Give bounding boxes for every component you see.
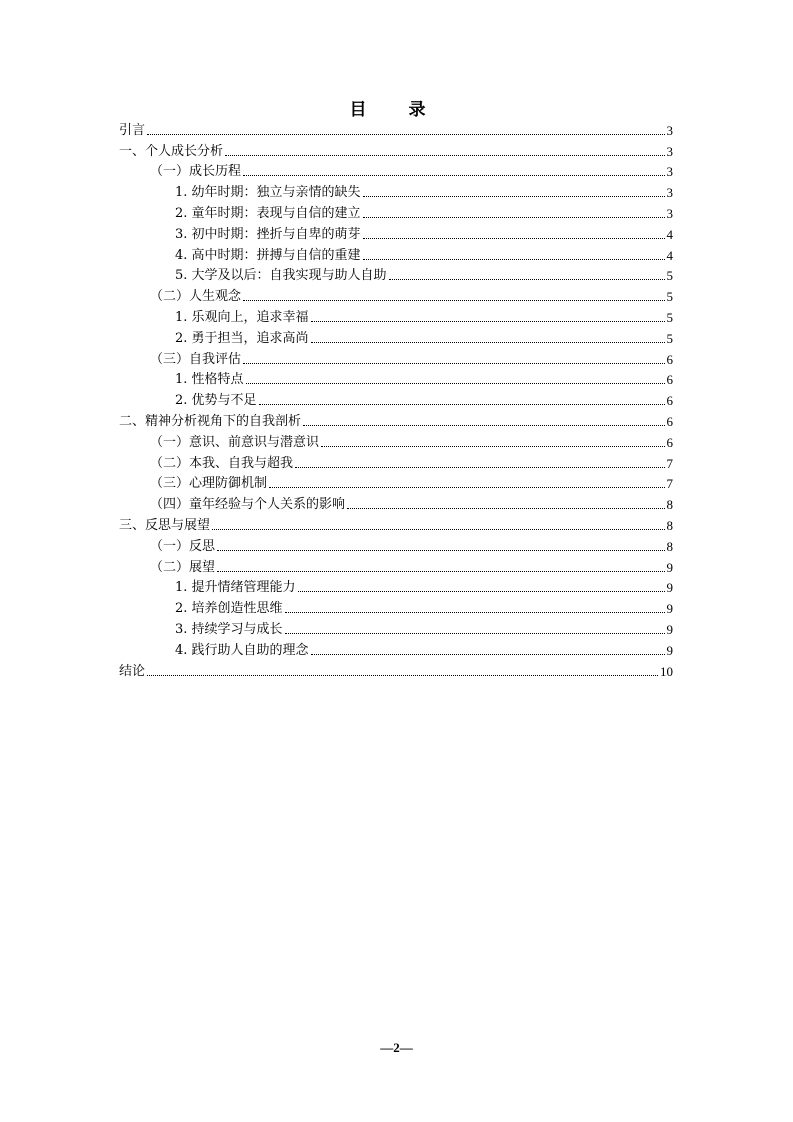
toc-leader-dots bbox=[147, 134, 664, 135]
toc-entry[interactable] bbox=[119, 596, 673, 617]
toc-entry-page: 9 bbox=[666, 642, 673, 658]
toc-entry-page: 4 bbox=[666, 247, 673, 263]
toc-leader-dots bbox=[311, 342, 665, 343]
toc-entry-label: 一、个人成长分析 bbox=[119, 143, 224, 159]
toc-leader-dots bbox=[298, 591, 665, 592]
toc-entry-label: （四）童年经验与个人关系的影响 bbox=[150, 497, 346, 513]
toc-leader-dots bbox=[363, 196, 665, 197]
toc-leader-dots bbox=[311, 321, 665, 322]
toc-entry-page: 8 bbox=[666, 517, 673, 533]
toc-entry[interactable] bbox=[119, 222, 673, 243]
toc-entry[interactable] bbox=[119, 513, 673, 534]
toc-entry[interactable] bbox=[119, 201, 673, 222]
toc-entry-label: （一）意识、前意识与潜意识 bbox=[150, 434, 320, 450]
toc-entry-page: 6 bbox=[666, 393, 673, 409]
toc-leader-dots bbox=[225, 155, 664, 156]
toc-leader-dots bbox=[246, 383, 665, 384]
toc-entry[interactable] bbox=[119, 160, 673, 181]
toc-entry-label: 结论 bbox=[119, 663, 146, 679]
toc-entry[interactable] bbox=[119, 409, 673, 430]
toc-entry-label: （二）展望 bbox=[150, 559, 216, 575]
toc-entry-label: 二、精神分析视角下的自我剖析 bbox=[119, 413, 302, 429]
toc-entry-label: 2. 优势与不足 bbox=[175, 393, 257, 409]
toc-entry-page: 3 bbox=[666, 164, 673, 180]
toc-entry[interactable] bbox=[119, 326, 673, 347]
toc-entry[interactable] bbox=[119, 388, 673, 409]
toc-entry-page: 9 bbox=[666, 580, 673, 596]
toc-entry-page: 6 bbox=[666, 351, 673, 367]
toc-entry-page: 9 bbox=[666, 621, 673, 637]
toc-entry[interactable] bbox=[119, 243, 673, 264]
toc-entry-label: 4. 高中时期：拼搏与自信的重建 bbox=[175, 247, 361, 263]
toc-leader-dots bbox=[285, 612, 665, 613]
toc-leader-dots bbox=[243, 175, 664, 176]
toc-leader-dots bbox=[269, 487, 664, 488]
toc-entry[interactable] bbox=[119, 139, 673, 160]
toc-entry-page: 5 bbox=[666, 268, 673, 284]
toc-leader-dots bbox=[217, 550, 664, 551]
toc-leader-dots bbox=[295, 467, 664, 468]
toc-leader-dots bbox=[147, 675, 658, 676]
toc-leader-dots bbox=[389, 279, 665, 280]
toc-entry-page: 6 bbox=[666, 434, 673, 450]
toc-entry-label: （一）反思 bbox=[150, 538, 216, 554]
toc-entry-label: （一）成长历程 bbox=[150, 164, 242, 180]
toc-entry[interactable] bbox=[119, 347, 673, 368]
toc-entry-page: 7 bbox=[666, 455, 673, 471]
toc-entry-label: 3. 初中时期：挫折与自卑的萌芽 bbox=[175, 226, 361, 242]
toc-entry-label: 2. 培养创造性思维 bbox=[175, 601, 283, 617]
toc-entry[interactable] bbox=[119, 284, 673, 305]
toc-leader-dots bbox=[347, 508, 664, 509]
toc-entry-label: 1. 提升情绪管理能力 bbox=[175, 580, 296, 596]
toc-entry[interactable] bbox=[119, 492, 673, 513]
toc-entry[interactable] bbox=[119, 534, 673, 555]
toc-entry-page: 8 bbox=[666, 538, 673, 554]
toc-title: 目 录 bbox=[349, 100, 444, 120]
toc-entry-page: 9 bbox=[666, 559, 673, 575]
toc-entry[interactable] bbox=[119, 305, 673, 326]
toc-entry-page: 6 bbox=[666, 372, 673, 388]
toc-leader-dots bbox=[363, 238, 665, 239]
toc-entry-label: 3. 持续学习与成长 bbox=[175, 621, 283, 637]
toc-entry-label: 2. 童年时期：表现与自信的建立 bbox=[175, 205, 361, 221]
page-number: —2— bbox=[380, 1040, 413, 1055]
toc-entry[interactable] bbox=[119, 576, 673, 597]
toc-leader-dots bbox=[363, 259, 665, 260]
toc-entry-page: 6 bbox=[666, 413, 673, 429]
toc-entry[interactable] bbox=[119, 180, 673, 201]
toc-leader-dots bbox=[259, 404, 665, 405]
toc-entry-label: 1. 乐观向上，追求幸福 bbox=[175, 309, 309, 325]
toc-entry[interactable] bbox=[119, 118, 673, 139]
toc-entry-label: （二）人生观念 bbox=[150, 289, 242, 305]
toc-entry-label: 1. 幼年时期：独立与亲情的缺失 bbox=[175, 185, 361, 201]
toc-entry-label: （三）心理防御机制 bbox=[150, 476, 268, 492]
toc-leader-dots bbox=[311, 654, 665, 655]
toc-entry-page: 8 bbox=[666, 497, 673, 513]
toc-leader-dots bbox=[285, 633, 665, 634]
table-of-contents bbox=[119, 118, 673, 680]
toc-entry[interactable] bbox=[119, 472, 673, 493]
toc-leader-dots bbox=[217, 571, 664, 572]
toc-entry-label: 引言 bbox=[119, 122, 146, 138]
toc-entry-page: 5 bbox=[666, 309, 673, 325]
toc-entry[interactable] bbox=[119, 451, 673, 472]
toc-leader-dots bbox=[212, 529, 664, 530]
toc-entry-page: 3 bbox=[666, 185, 673, 201]
toc-entry-page: 3 bbox=[666, 143, 673, 159]
toc-entry-label: 三、反思与展望 bbox=[119, 517, 211, 533]
toc-entry[interactable] bbox=[119, 659, 673, 680]
toc-entry-label: 4. 践行助人自助的理念 bbox=[175, 642, 309, 658]
toc-entry-page: 9 bbox=[666, 601, 673, 617]
toc-leader-dots bbox=[363, 217, 665, 218]
toc-entry-page: 5 bbox=[666, 289, 673, 305]
toc-leader-dots bbox=[243, 363, 664, 364]
toc-entry-page: 10 bbox=[660, 663, 673, 679]
toc-leader-dots bbox=[321, 446, 664, 447]
toc-entry-label: 5. 大学及以后：自我实现与助人自助 bbox=[175, 268, 387, 284]
toc-entry[interactable] bbox=[119, 638, 673, 659]
toc-entry-page: 7 bbox=[666, 476, 673, 492]
toc-entry[interactable] bbox=[119, 555, 673, 576]
toc-entry[interactable] bbox=[119, 617, 673, 638]
toc-entry-label: 2. 勇于担当，追求高尚 bbox=[175, 330, 309, 346]
toc-entry-page: 3 bbox=[666, 205, 673, 221]
toc-entry[interactable] bbox=[119, 430, 673, 451]
toc-leader-dots bbox=[303, 425, 664, 426]
toc-entry-page: 3 bbox=[666, 122, 673, 138]
toc-entry-label: （三）自我评估 bbox=[150, 351, 242, 367]
toc-entry-label: （二）本我、自我与超我 bbox=[150, 455, 294, 471]
toc-leader-dots bbox=[243, 300, 664, 301]
toc-entry-page: 4 bbox=[666, 226, 673, 242]
toc-entry[interactable] bbox=[119, 368, 673, 389]
toc-entry[interactable] bbox=[119, 264, 673, 285]
toc-entry-label: 1. 性格特点 bbox=[175, 372, 244, 388]
toc-entry-page: 5 bbox=[666, 330, 673, 346]
